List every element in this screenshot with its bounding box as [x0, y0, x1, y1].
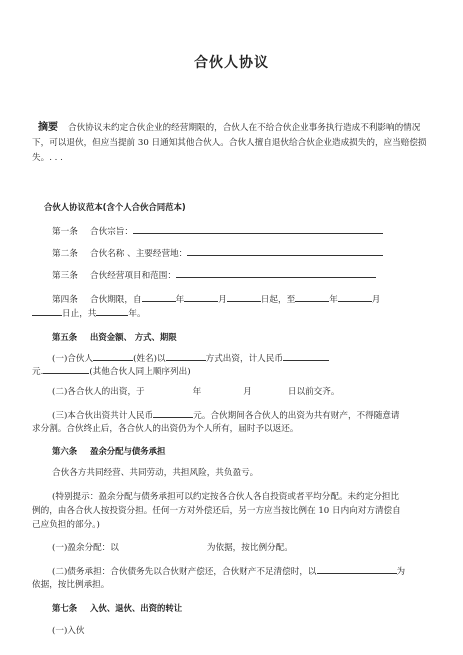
s5-2-text: (二)各合伙人的出资，于	[52, 387, 145, 397]
article-2-text: 合伙名称 、主要经营地：	[90, 249, 188, 259]
article-4-cont	[32, 306, 432, 322]
end-month-label: 月	[371, 295, 381, 305]
section-6-note-line-3: 己应负担的部分。)	[32, 520, 100, 530]
s6-2-text: (二)债务承担：合伙债务先以合伙财产偿还，合伙财产不足清偿时，以	[52, 567, 317, 577]
s6-2-wei: 为	[396, 567, 406, 577]
end-year-label: 年	[329, 295, 338, 305]
page-title: 合伙人协议	[194, 55, 269, 71]
section-5-title: 出资金额、 方式、期限	[90, 332, 177, 342]
section-5-item-2	[52, 385, 452, 400]
start-day-blank[interactable]	[227, 292, 261, 302]
start-year-blank[interactable]	[142, 292, 176, 302]
end-day-label: 日止，共	[62, 309, 97, 319]
section-7-title: 入伙、退伙、出资的转让	[90, 603, 183, 613]
section-6-title: 盈余分配与债务承担	[90, 446, 166, 456]
abstract-paragraph	[32, 120, 437, 166]
section-6-item-2-cont: 依据，按比例承担。	[32, 580, 110, 590]
agreement-subtitle: 合伙人协议范本(含个人合伙合同范本)	[44, 202, 186, 212]
article-3	[52, 268, 452, 284]
start-year-label: 年	[175, 295, 185, 305]
s5-1-prefix: (一)合伙人	[52, 354, 94, 364]
contribution-method-blank[interactable]	[166, 351, 206, 361]
debt-basis-blank[interactable]	[317, 564, 397, 574]
partner-name-blank[interactable]	[93, 351, 133, 361]
total-years-blank[interactable]	[96, 306, 128, 316]
section-5-item-1-cont	[32, 364, 432, 380]
section-5-num: 第五条	[52, 332, 78, 342]
abstract-label: 摘要	[38, 122, 58, 133]
article-3-blank[interactable]	[176, 268, 376, 278]
s5-1-note: (其他合伙人同上顺序列出)	[89, 367, 191, 377]
section-6-intro: 合伙各方共同经营、共同劳动，共担风险，共负盈亏。	[52, 468, 259, 478]
article-1-num: 第一条	[52, 227, 78, 237]
section-5-heading	[52, 330, 452, 345]
s5-1-name-suffix: (姓名)以	[133, 354, 166, 364]
section-7-num: 第七条	[52, 603, 78, 613]
total-years-label: 年。	[128, 309, 146, 319]
contribution-amount-blank[interactable]	[283, 351, 329, 361]
end-day-blank[interactable]	[32, 306, 62, 316]
article-1-blank[interactable]	[133, 224, 383, 234]
article-4-num: 第四条	[52, 295, 78, 305]
section-6-item-1	[52, 541, 452, 556]
article-3-num: 第三条	[52, 271, 78, 281]
s5-1-unit: 元.	[32, 367, 44, 377]
article-2-num: 第二条	[52, 249, 78, 259]
s5-1-method-suffix: 方式出资，计人民币	[205, 354, 283, 364]
abstract-text: 合伙协议未约定合伙企业的经营期限的，合伙人在不给合伙企业事务执行造成不利影响的情况下，可以退伙，但应当提前 30 日通知其他合伙人。合伙人擅自退伙给合伙企业造成损失的，应当赔偿损失。. . .	[32, 123, 427, 163]
s5-2-month: 月	[243, 387, 252, 397]
article-1-text: 合伙宗旨：	[90, 227, 133, 237]
section-7-item-1: (一)入伙	[52, 626, 85, 636]
section-6-note-line-1: (特别提示：盈余分配与债务承担可以约定按各合伙人各自投资或者平均分配。未约定分担比	[52, 492, 400, 502]
start-day-label: 日起，至	[260, 295, 296, 305]
article-4-text: 合伙期限，自	[90, 295, 142, 305]
section-6-num: 第六条	[52, 446, 78, 456]
s5-3-prefix: (三)本合伙出资共计人民币	[52, 411, 154, 421]
s5-2-day: 日以前交齐。	[287, 387, 340, 397]
article-2	[52, 246, 452, 262]
s5-2-year: 年	[192, 387, 202, 397]
article-2-blank[interactable]	[187, 246, 383, 256]
end-month-blank[interactable]	[338, 292, 372, 302]
article-3-text: 合伙经营项目和范围：	[90, 271, 176, 281]
start-month-blank[interactable]	[184, 292, 218, 302]
section-6-heading	[52, 444, 452, 459]
s6-1-prefix: (一)盈余分配：以	[52, 543, 119, 553]
article-1	[52, 224, 452, 240]
section-6-note-line-2: 例的，由各合伙人按投资分担。任何一方对外偿还后，另一方应当按比例在 10 日内向对方清偿自	[32, 506, 401, 516]
end-year-blank[interactable]	[295, 292, 329, 302]
s6-1-suffix: 为依据，按比例分配。	[206, 543, 293, 553]
section-7-heading	[52, 601, 452, 616]
total-capital-blank[interactable]	[153, 408, 193, 418]
start-month-label: 月	[218, 295, 227, 305]
section-5-item-3-cont: 求分割。合伙终止后，各合伙人的出资仍为个人所有，届时予以返还。	[32, 424, 299, 434]
other-partners-blank[interactable]	[43, 364, 89, 374]
s5-3-text: 元。合伙期间各合伙人的出资为共有财产，不得随意请	[193, 411, 400, 421]
